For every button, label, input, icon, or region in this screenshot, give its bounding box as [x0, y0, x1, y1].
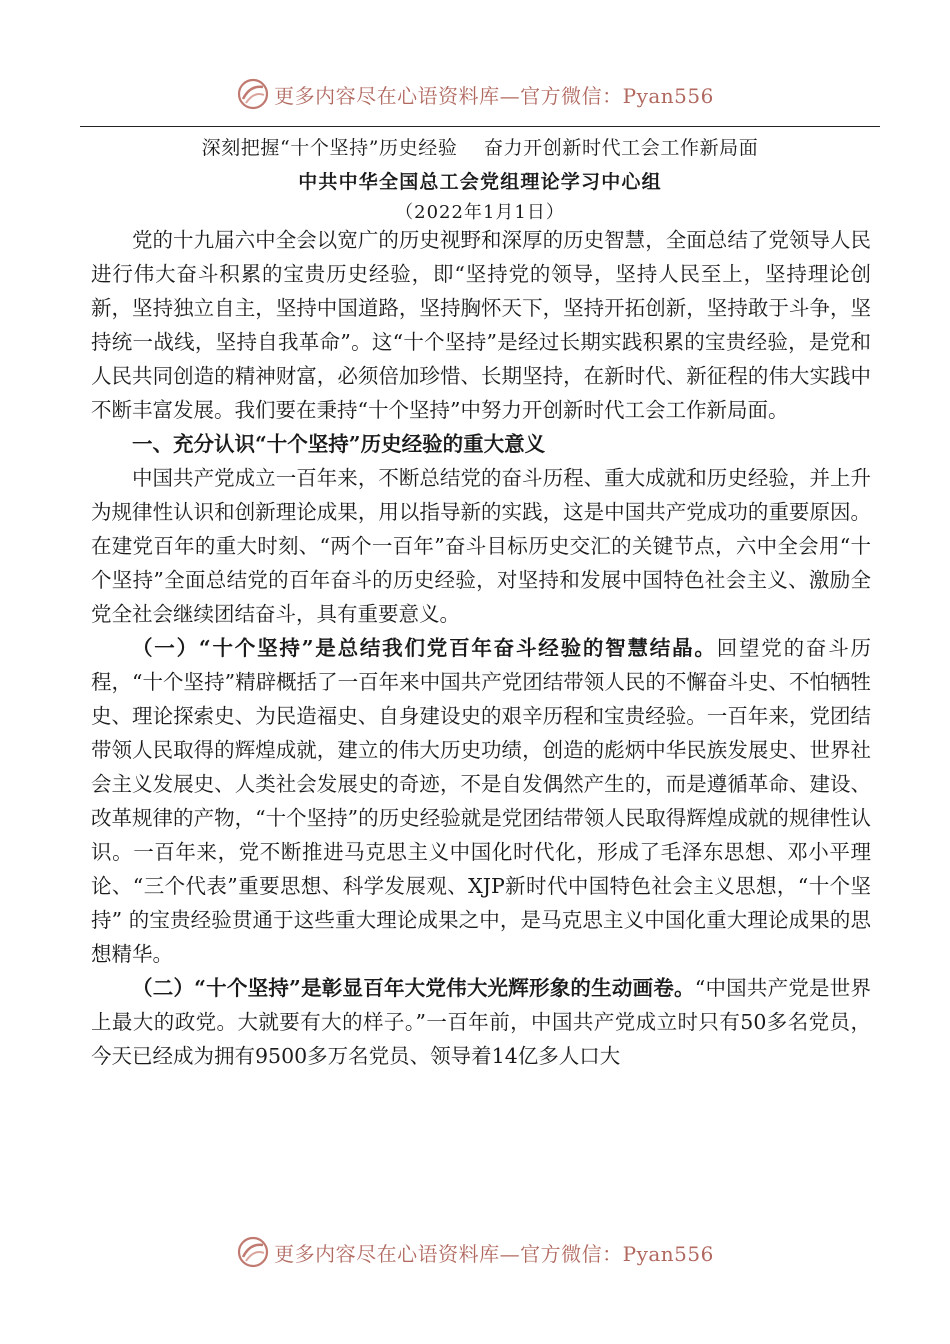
watermark-text: 更多内容尽在心语资料库—官方微信：Pyan556	[274, 1241, 714, 1266]
document-date: （2022年1月1日）	[395, 202, 565, 223]
intro-paragraph: 党的十九届六中全会以宽广的历史视野和深厚的历史智慧，全面总结了党领导人民进行伟大奋斗积累的宝贵历史经验，即“坚持党的领导，坚持人民至上，坚持理论创新，坚持独立自主，坚持中国道路，坚持胸怀天下，坚持开拓创新，坚持敢于斗争，坚持统一战线，坚持自我革命”。这“十个坚持”是经过长期实践积累的宝贵经验，是党和人民共同创造的精神财富，必须倍加珍惜、长期坚持，在新时代、新征程的伟大实践中不断丰富发展。我们要在秉持“十个坚持”中努力开创新时代工会工作新局面。	[91, 228, 871, 422]
point1-paragraph	[91, 631, 871, 971]
header-rule	[80, 126, 880, 127]
point2-text: “中国共产党是世界上最大的政党。大就要有大的样子。”一百年前，中国共产党成立时只有50多名党员，今天已经成为拥有9500多万名党员、领导着14亿多人口大	[91, 976, 871, 1068]
section1-paragraph: 中国共产党成立一百年来，不断总结党的奋斗历程、重大成就和历史经验，并上升为规律性认识和创新理论成果，用以指导新的实践，这是中国共产党成功的重要原因。在建党百年的重大时刻、“两个一百年”奋斗目标历史交汇的关键节点，六中全会用“十个坚持”全面总结党的百年奋斗的历史经验，对坚持和发展中国特色社会主义、激励全党全社会继续团结奋斗，具有重要意义。	[91, 466, 871, 626]
watermark-logo-icon	[236, 77, 270, 111]
document-title: 深刻把握“十个坚持”历史经验 奋力开创新时代工会工作新局面	[201, 137, 759, 159]
document-body	[91, 223, 871, 1073]
point1-text: 回望党的奋斗历程，“十个坚持”精辟概括了一百年来中国共产党团结带领人民的不懈奋斗史、不怕牺牲史、理论探索史、为民造福史、自身建设史的艰辛历程和宝贵经验。一百年来，党团结带领人民取得的辉煌成就，建立的伟大历史功绩，创造的彪炳中华民族发展史、世界社会主义发展史、人类社会发展史的奇迹，不是自发偶然产生的，而是遵循革命、建设、改革规律的产物，“十个坚持”的历史经验就是党团结带领人民取得辉煌成就的规律性认识。一百年来，党不断推进马克思主义中国化时代化，形成了毛泽东思想、邓小平理论、“三个代表”重要思想、科学发展观、XJP新时代中国特色社会主义思想，“十个坚持” 的宝贵经验贯通于这些重大理论成果之中，是马克思主义中国化重大理论成果的思想精华。	[91, 636, 871, 966]
watermark-banner-bottom	[0, 1232, 950, 1272]
watermark-logo-icon	[236, 1235, 270, 1269]
point2-paragraph	[91, 971, 871, 1073]
watermark-text: 更多内容尽在心语资料库—官方微信：Pyan556	[274, 83, 714, 108]
point1-lead: （一）“十个坚持”是总结我们党百年奋斗经验的智慧结晶。	[132, 636, 717, 660]
section-heading-1: 一、充分认识“十个坚持”历史经验的重大意义	[132, 432, 546, 456]
point2-lead: （二）“十个坚持”是彰显百年大党伟大光辉形象的生动画卷。	[132, 976, 695, 1000]
watermark-banner-top	[0, 74, 950, 114]
document-author: 中共中华全国总工会党组理论学习中心组	[298, 171, 662, 193]
